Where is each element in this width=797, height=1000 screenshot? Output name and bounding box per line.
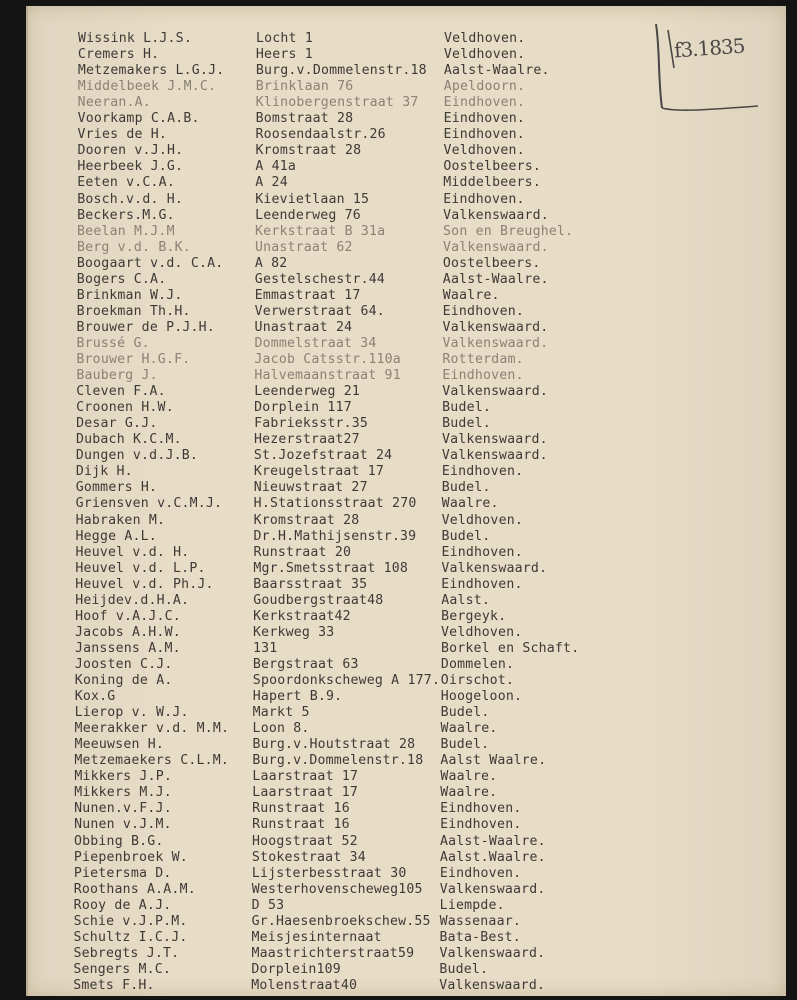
row-name: Heijdev.d.H.A. <box>75 592 190 608</box>
list-item <box>26 865 786 882</box>
row-place: Apeldoorn. <box>443 79 526 95</box>
row-name: Dijk H. <box>75 464 133 480</box>
list-item <box>26 255 786 272</box>
list-item <box>26 704 786 721</box>
row-name: Gommers H. <box>75 480 158 496</box>
row-name: Habraken M. <box>75 512 166 528</box>
row-street: Laarstraat 17 <box>252 769 359 785</box>
row-place: Son en Breughel. <box>443 223 574 239</box>
row-place: Valkenswaard. <box>439 945 546 961</box>
row-street: Unastraat 62 <box>254 239 353 255</box>
list-item <box>26 945 786 962</box>
row-place: Bata-Best. <box>439 929 521 945</box>
row-street: Halvemaanstraat 91 <box>254 368 401 384</box>
row-place: Eindhoven. <box>443 127 525 143</box>
list-item <box>26 479 786 496</box>
row-place: Aalst-Waalre. <box>443 63 550 79</box>
row-name: Cleven F.A. <box>76 384 166 400</box>
row-street: Runstraat 16 <box>252 817 350 833</box>
list-item <box>26 833 786 850</box>
row-name: Neeran.A. <box>77 95 151 111</box>
list-item <box>26 736 786 753</box>
row-street: Kievietlaan 15 <box>255 191 370 207</box>
row-name: Koning de A. <box>74 673 173 688</box>
list-item <box>26 849 786 866</box>
row-street: Unastraat 24 <box>254 319 353 335</box>
row-street: Burg.v.Houtstraat 28 <box>252 737 416 753</box>
row-street: Kreugelstraat 17 <box>253 464 385 480</box>
row-place: Valkenswaard. <box>439 881 546 897</box>
list-item <box>26 640 786 657</box>
row-name: Piepenbroek W. <box>73 849 188 865</box>
row-place: Liempde. <box>439 897 505 913</box>
row-street: 131 <box>252 640 278 656</box>
list-item <box>26 223 786 240</box>
row-place: Middelbeers. <box>443 175 541 191</box>
row-place: Eindhoven. <box>442 303 525 319</box>
row-place: Waalre. <box>442 287 500 303</box>
list-item <box>26 463 786 480</box>
row-street: Kerkweg 33 <box>253 624 335 640</box>
list-item <box>26 287 786 304</box>
row-place: Veldhoven. <box>444 31 526 46</box>
row-place: Budel. <box>441 480 491 496</box>
row-street: Kerkstraat B 31a <box>255 223 386 239</box>
list-item <box>26 271 786 288</box>
row-street: Verwerstraat 64. <box>254 303 385 319</box>
row-name: Heuvel v.d. L.P. <box>75 560 206 576</box>
list-item <box>26 191 786 208</box>
row-place: Veldhoven. <box>441 512 524 528</box>
list-item <box>26 624 786 641</box>
row-name: Dubach K.C.M. <box>76 432 182 448</box>
row-place: Valkenswaard. <box>442 384 549 400</box>
row-name: Mikkers J.P. <box>74 769 173 785</box>
row-street: Locht 1 <box>256 31 313 46</box>
row-street: Roosendaalstr.26 <box>255 127 386 143</box>
row-place: Eindhoven. <box>442 368 524 384</box>
row-name: Heuvel v.d. Ph.J. <box>75 576 214 592</box>
row-place: Hoogeloon. <box>440 689 523 705</box>
row-name: Nunen.v.F.J. <box>74 801 172 817</box>
row-place: Borkel en Schaft. <box>440 640 580 656</box>
row-street: Emmastraat 17 <box>254 287 361 303</box>
row-street: Kromstraat 28 <box>255 143 362 159</box>
list-item <box>26 319 786 336</box>
address-list <box>26 6 786 996</box>
list-item <box>26 592 786 609</box>
row-name: Jacobs A.H.W. <box>75 624 181 640</box>
row-place: Budel. <box>441 528 491 544</box>
row-street: Dommelstraat 34 <box>254 335 377 351</box>
row-place: Eindhoven. <box>441 544 523 560</box>
list-item <box>26 399 786 416</box>
row-place: Budel. <box>442 400 492 416</box>
list-item <box>26 816 786 833</box>
list-item <box>26 383 786 400</box>
row-place: Eindhoven. <box>441 464 524 480</box>
row-street: Heers 1 <box>255 47 313 63</box>
row-place: Valkenswaard. <box>441 448 548 464</box>
row-place: Rotterdam. <box>442 352 524 367</box>
row-place: Veldhoven. <box>443 143 525 159</box>
row-street: Markt 5 <box>252 705 310 721</box>
row-place: Aalst. <box>441 592 491 608</box>
row-name: Roothans A.A.M. <box>73 881 196 897</box>
row-street: Dr.H.Mathijsenstr.39 <box>253 528 417 544</box>
list-item <box>26 929 786 946</box>
row-place: Budel. <box>442 416 491 432</box>
row-name: Broekman Th.H. <box>76 303 191 319</box>
handwritten-annotation <box>646 20 762 116</box>
list-item <box>26 752 786 769</box>
row-place: Aalst Waalre. <box>440 753 547 769</box>
row-name: Bauberg J. <box>76 368 158 384</box>
row-name: Nunen v.J.M. <box>74 817 172 833</box>
row-name: Bosch.v.d. H. <box>77 191 184 207</box>
list-item <box>26 367 786 384</box>
row-street: Kromstraat 28 <box>253 512 360 528</box>
row-name: Berg v.d. B.K. <box>76 239 191 255</box>
row-street: Burg.v.Dommelenstr.18 <box>252 753 424 769</box>
row-name: Hoof v.A.J.C. <box>75 608 181 624</box>
row-place: Eindhoven. <box>441 576 523 592</box>
row-place: Valkenswaard. <box>442 319 549 335</box>
list-item <box>26 158 786 175</box>
row-street: Meisjesinternaat <box>251 929 382 945</box>
row-street: Gr.Haesenbroekschew.55 <box>251 913 431 929</box>
row-name: Beelan M.J.M <box>77 223 175 239</box>
row-place: Eindhoven. <box>439 865 522 881</box>
handwritten-reference: f3.1835 <box>673 33 746 63</box>
row-name: Dungen v.d.J.B. <box>75 448 199 464</box>
row-name: Obbing B.G. <box>74 833 164 849</box>
list-item <box>26 174 786 191</box>
row-street: Hoogstraat 52 <box>252 833 358 849</box>
list-item <box>26 447 786 464</box>
row-name: Metzemaekers C.L.M. <box>74 753 230 769</box>
row-name: Vries de H. <box>77 127 168 143</box>
row-name: Sengers M.C. <box>73 961 172 977</box>
list-item <box>26 961 786 978</box>
row-place: Dommelen. <box>440 656 515 672</box>
row-name: Meerakker v.d. M.M. <box>74 721 230 737</box>
list-item <box>26 303 786 320</box>
row-street: Hapert B.9. <box>252 689 343 705</box>
row-name: Beckers.M.G. <box>77 207 175 223</box>
list-item <box>26 528 786 545</box>
list-item <box>26 913 786 930</box>
row-place: Eindhoven. <box>440 801 522 817</box>
row-place: Waalre. <box>441 496 499 512</box>
list-item <box>26 784 786 801</box>
row-name: Voorkamp C.A.B. <box>77 111 200 127</box>
row-name: Dooren v.J.H. <box>77 143 184 159</box>
row-place: Veldhoven. <box>443 47 526 63</box>
row-street: Bergstraat 63 <box>252 656 359 672</box>
list-item <box>26 881 786 898</box>
row-name: Griensven v.C.M.J. <box>75 496 223 512</box>
row-place: Eindhoven. <box>443 95 526 111</box>
row-name: Lierop v. W.J. <box>74 705 189 721</box>
row-street: A 24 <box>255 175 288 191</box>
list-item <box>26 656 786 673</box>
list-item <box>26 431 786 448</box>
row-name: Joosten C.J. <box>74 656 173 672</box>
row-place: Bergeyk. <box>441 608 507 624</box>
row-name: Pietersma D. <box>73 865 172 881</box>
row-street: Nieuwstraat 27 <box>253 480 368 496</box>
row-name: Eeten v.C.A. <box>77 175 175 191</box>
row-place: Valkenswaard. <box>442 239 549 255</box>
handwriting-strokes-icon <box>646 20 762 116</box>
list-item <box>26 351 786 368</box>
row-name: Middelbeek J.M.C. <box>77 79 217 95</box>
list-item <box>26 720 786 737</box>
row-street: Fabrieksstr.35 <box>254 416 369 432</box>
row-street: Runstraat 16 <box>252 801 350 817</box>
row-street: Dorplein 117 <box>254 400 352 416</box>
list-item <box>26 768 786 785</box>
row-street: Lijsterbesstraat 30 <box>251 865 407 881</box>
list-item <box>26 415 786 432</box>
row-place: Budel. <box>440 705 490 721</box>
row-name: Janssens A.M. <box>74 640 181 656</box>
row-name: Boogaart v.d. C.A. <box>76 255 224 271</box>
list-item <box>26 142 786 159</box>
document-page <box>26 6 786 996</box>
row-street: Westerhovenscheweg105 <box>251 881 423 897</box>
list-item <box>26 977 786 994</box>
row-place: Waalre. <box>440 785 498 801</box>
row-name: Kox.G <box>74 689 116 705</box>
row-street: Jacob Catsstr.110a <box>254 352 401 367</box>
row-place: Eindhoven. <box>443 111 526 127</box>
row-place: Wassenaar. <box>439 913 522 929</box>
row-name: Heerbeek J.G. <box>77 159 184 175</box>
row-name: Schie v.J.P.M. <box>73 913 188 929</box>
list-item <box>26 608 786 625</box>
row-place: Valkenswaard. <box>443 207 549 223</box>
row-name: Schultz I.C.J. <box>73 929 188 945</box>
row-name: Brouwer de P.J.H. <box>76 319 215 335</box>
row-name: Hegge A.L. <box>75 528 157 544</box>
list-item <box>26 544 786 561</box>
row-street: Mgr.Smetsstraat 108 <box>253 560 409 576</box>
row-street: Stokestraat 34 <box>251 849 366 865</box>
row-name: Brouwer H.G.F. <box>76 352 191 367</box>
row-name: Brinkman W.J. <box>76 287 183 303</box>
row-place: Aalst-Waalre. <box>442 271 549 287</box>
row-place: Valkenswaard. <box>439 977 546 993</box>
row-place: Oirschot. <box>440 673 515 688</box>
row-street: Molenstraat40 <box>251 977 358 993</box>
list-item <box>26 207 786 224</box>
row-place: Aalst.Waalre. <box>439 849 546 865</box>
list-item <box>26 512 786 529</box>
row-street: Kerkstraat42 <box>253 608 351 624</box>
row-name: Cremers H. <box>77 47 160 63</box>
row-street: Burg.v.Dommelenstr.18 <box>255 63 427 79</box>
row-street: Bomstraat 28 <box>255 111 354 127</box>
row-name: Wissink L.J.S. <box>78 31 192 46</box>
row-street: Maastrichterstraat59 <box>251 945 415 961</box>
row-place: Veldhoven. <box>441 624 523 640</box>
row-street: D 53 <box>251 897 285 913</box>
list-item <box>26 672 786 689</box>
row-street: Dorplein109 <box>251 961 341 977</box>
row-name: Desar G.J. <box>76 416 158 432</box>
row-street: Laarstraat 17 <box>252 785 359 801</box>
list-item <box>26 576 786 593</box>
row-street: Goudbergstraat48 <box>253 592 384 608</box>
row-street: Baarsstraat 35 <box>253 576 368 592</box>
row-place: Waalre. <box>440 721 498 737</box>
row-name: Sebregts J.T. <box>73 945 180 961</box>
row-name: Croonen H.W. <box>76 400 174 416</box>
row-street: St.Jozefstraat 24 <box>253 448 393 464</box>
row-place: Eindhoven. <box>440 817 522 833</box>
list-item <box>26 560 786 577</box>
row-place: Budel. <box>440 737 490 753</box>
row-name: Metzemakers L.G.J. <box>77 63 225 79</box>
list-item <box>26 126 786 143</box>
row-place: Oostelbeers. <box>442 255 541 271</box>
row-name: Smets F.H. <box>73 977 155 993</box>
row-street: Leenderweg 21 <box>254 384 361 400</box>
row-street: A 41a <box>255 159 297 175</box>
list-item <box>26 688 786 705</box>
row-name: Meeuwsen H. <box>74 737 165 753</box>
row-place: Valkenswaard. <box>442 432 548 448</box>
row-place: Oostelbeers. <box>443 159 542 175</box>
row-place: Aalst-Waalre. <box>440 833 546 849</box>
list-item <box>26 495 786 512</box>
list-item <box>26 335 786 352</box>
row-street: Brinklaan 76 <box>255 79 354 95</box>
list-item <box>26 239 786 256</box>
row-street: Runstraat 20 <box>253 544 352 560</box>
row-street: Loon 8. <box>252 721 310 737</box>
row-street: Hezerstraat27 <box>254 432 360 448</box>
row-place: Valkenswaard. <box>442 335 549 351</box>
row-name: Mikkers M.J. <box>74 785 172 801</box>
row-street: Leenderweg 76 <box>255 207 361 223</box>
row-street: A 82 <box>254 255 288 271</box>
row-place: Waalre. <box>440 769 498 785</box>
row-place: Valkenswaard. <box>441 560 548 576</box>
row-street: H.Stationsstraat 270 <box>253 496 417 512</box>
row-place: Eindhoven. <box>443 191 525 207</box>
row-street: Spoordonkscheweg A 177. <box>252 673 441 688</box>
row-name: Brussé G. <box>76 335 150 351</box>
row-place: Budel. <box>439 961 489 977</box>
list-item <box>26 800 786 817</box>
row-name: Heuvel v.d. H. <box>75 544 190 560</box>
list-item <box>26 897 786 914</box>
row-street: Gestelschestr.44 <box>254 271 386 287</box>
row-name: Rooy de A.J. <box>73 897 172 913</box>
row-name: Bogers C.A. <box>76 271 167 287</box>
row-street: Klinobergenstraat 37 <box>255 95 419 111</box>
